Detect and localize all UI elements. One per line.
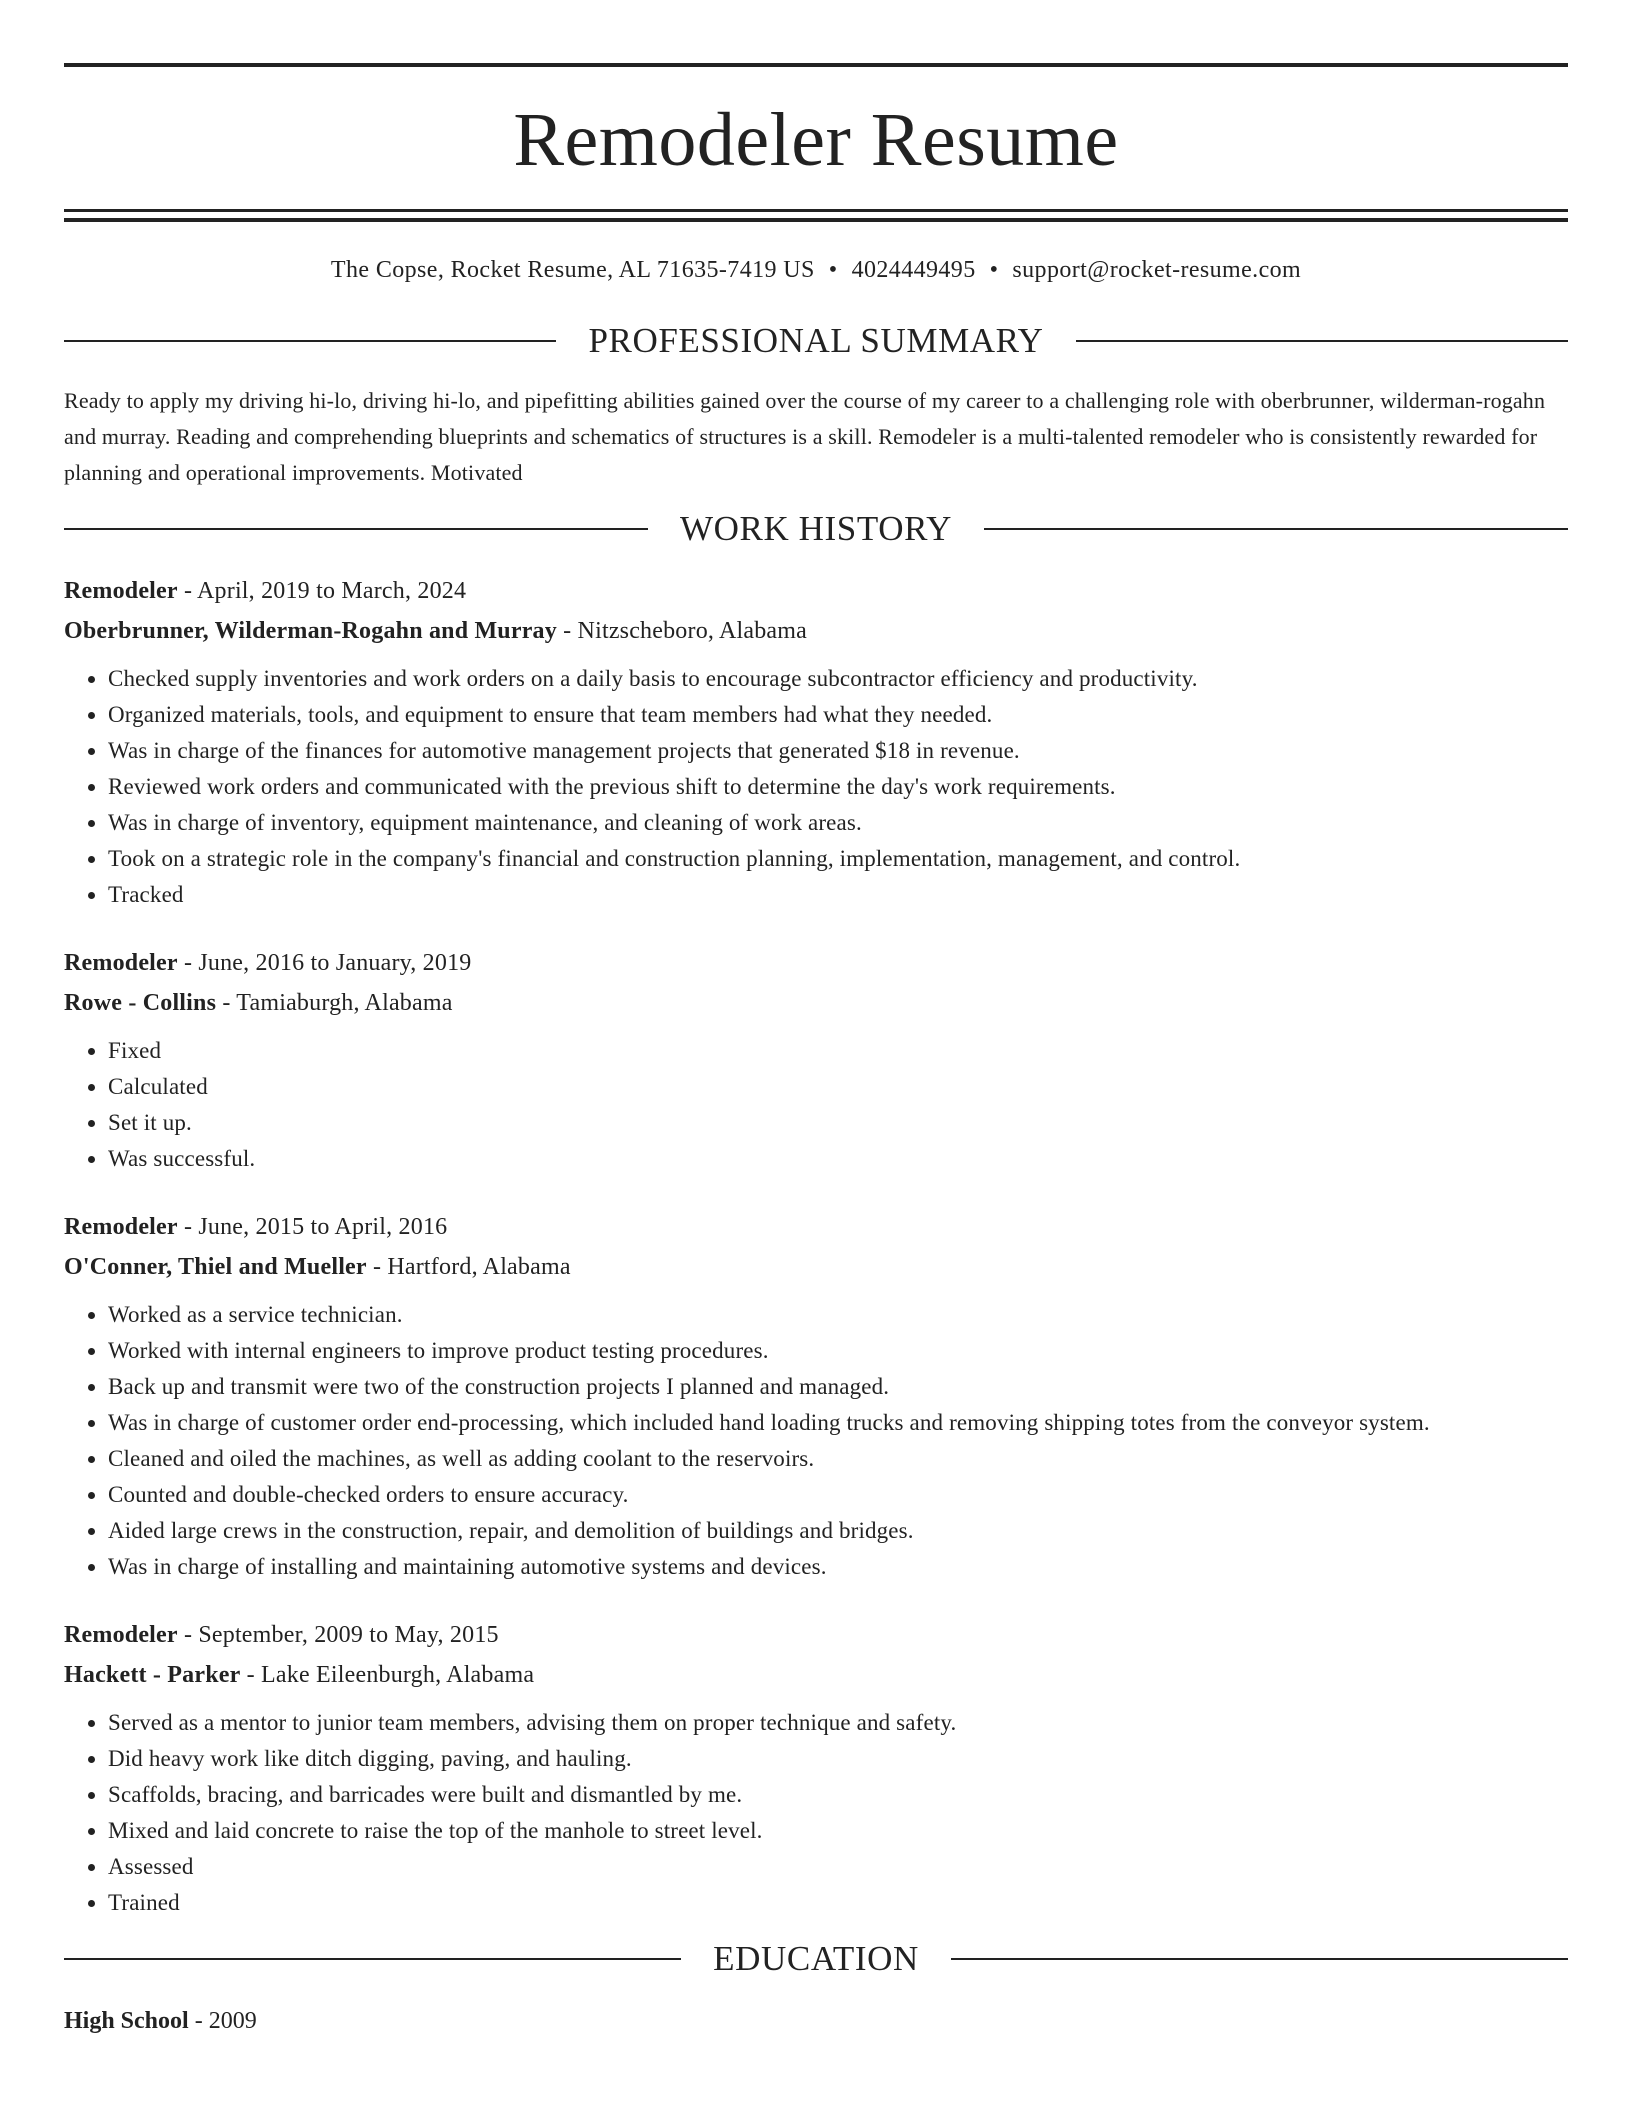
heading-rule-left [64,528,648,530]
top-rule [64,63,1568,67]
heading-rule-right [1076,340,1568,342]
job-bullet: • Aided large crews in the construction, repair, and demolition of buildings and bridges. [108,1513,1568,1549]
education-entry [64,2001,1568,2041]
job-bullet: • Worked as a service technician. [108,1297,1568,1333]
job-location: - Nitzscheboro, Alabama [556,618,808,644]
heading-rule-right [951,1958,1568,1960]
section-title: PROFESSIONAL SUMMARY [588,321,1044,360]
heading-rule-left [64,1958,681,1960]
job-company-line [64,983,1568,1023]
job-bullet: • Assessed [108,1849,1568,1885]
job-bullets [64,661,1568,913]
education-year: - 2009 [188,2008,257,2034]
job-title-line [64,1615,1568,1655]
job-entry [64,571,1568,913]
job-bullet: • Set it up. [108,1105,1568,1141]
job-bullet: • Did heavy work like ditch digging, paving, and hauling. [108,1741,1568,1777]
job-entry [64,1615,1568,1921]
job-company-line [64,611,1568,651]
job-title: Remodeler [64,1214,178,1240]
heading-rule-right [984,528,1568,530]
job-bullet: • Calculated [108,1069,1568,1105]
job-title: Remodeler [64,950,178,976]
contact-line [64,255,1568,285]
job-bullet: • Trained [108,1885,1568,1921]
job-company: O'Conner, Thiel and Mueller [64,1254,367,1280]
job-dates: - April, 2019 to March, 2024 [177,578,467,604]
heading-rule-left [64,340,556,342]
job-company: Hackett - Parker [64,1662,241,1688]
professional-summary: Ready to apply my driving hi-lo, driving hi-lo, and pipefitting abilities gained over the course of my career to a challenging role with oberbrunner, wilderman-rogahn and murray. Reading and comprehending blueprints and schematics of structures is a skill. Remodeler is a multi-talented remodeler who is consistently rewarded for planning and operational improvements. Motivated [64,388,1546,485]
job-bullets [64,1297,1568,1585]
contact-phone: 4024449495 [851,257,976,283]
job-bullets [64,1705,1568,1921]
contact-separator: • [989,257,999,283]
job-bullet: • Was in charge of inventory, equipment maintenance, and cleaning of work areas. [108,805,1568,841]
job-bullet: • Back up and transmit were two of the construction projects I planned and managed. [108,1369,1568,1405]
education-degree: High School [64,2008,189,2034]
section-heading-education [64,1939,1568,1979]
job-bullet: • Served as a mentor to junior team members, advising them on proper technique and safety. [108,1705,1568,1741]
resume-page [64,0,1568,2041]
job-bullet: • Cleaned and oiled the machines, as well as adding coolant to the reservoirs. [108,1441,1568,1477]
job-title-line [64,571,1568,611]
job-bullets [64,1033,1568,1177]
job-bullet: • Scaffolds, bracing, and barricades were built and dismantled by me. [108,1777,1568,1813]
job-dates: - September, 2009 to May, 2015 [177,1622,499,1648]
job-bullet: • Took on a strategic role in the company's financial and construction planning, implementation, management, and control. [108,841,1568,877]
job-bullet: • Mixed and laid concrete to raise the top of the manhole to street level. [108,1813,1568,1849]
contact-address: The Copse, Rocket Resume, AL 71635-7419 US [330,257,815,283]
job-location: - Lake Eileenburgh, Alabama [240,1662,535,1688]
contact-separator: • [828,257,838,283]
resume-title: Remodeler Resume [513,98,1119,182]
job-location: - Tamiaburgh, Alabama [216,990,453,1016]
job-bullet: • Tracked [108,877,1568,913]
job-company: Rowe - Collins [64,990,217,1016]
section-title: WORK HISTORY [680,509,952,548]
job-company-line [64,1247,1568,1287]
job-location: - Hartford, Alabama [366,1254,571,1280]
job-entry [64,943,1568,1177]
section-heading-work-history [64,509,1568,549]
job-company: Oberbrunner, Wilderman-Rogahn and Murray [64,618,557,644]
job-title-line [64,943,1568,983]
job-dates: - June, 2016 to January, 2019 [177,950,472,976]
job-entry [64,1207,1568,1585]
work-history-list [64,571,1568,1921]
job-title: Remodeler [64,578,178,604]
job-title: Remodeler [64,1622,178,1648]
job-bullet: • Worked with internal engineers to improve product testing procedures. [108,1333,1568,1369]
job-bullet: • Was in charge of customer order end-processing, which included hand loading trucks and removing shipping totes from the conveyor system. [108,1405,1568,1441]
job-bullet: • Counted and double-checked orders to ensure accuracy. [108,1477,1568,1513]
job-bullet: • Was in charge of the finances for automotive management projects that generated $18 in revenue. [108,733,1568,769]
section-title: EDUCATION [713,1939,919,1978]
job-dates: - June, 2015 to April, 2016 [177,1214,448,1240]
contact-email: support@rocket-resume.com [1012,257,1302,283]
job-bullet: • Fixed [108,1033,1568,1069]
job-bullet: • Checked supply inventories and work orders on a daily basis to encourage subcontractor efficiency and productivity. [108,661,1568,697]
title-double-rule [64,209,1568,222]
job-bullet: • Organized materials, tools, and equipment to ensure that team members had what they needed. [108,697,1568,733]
job-bullet: • Reviewed work orders and communicated with the previous shift to determine the day's work requirements. [108,769,1568,805]
job-company-line [64,1655,1568,1695]
job-bullet: • Was in charge of installing and maintaining automotive systems and devices. [108,1549,1568,1585]
job-title-line [64,1207,1568,1247]
section-heading-summary [64,321,1568,361]
job-bullet: • Was successful. [108,1141,1568,1177]
